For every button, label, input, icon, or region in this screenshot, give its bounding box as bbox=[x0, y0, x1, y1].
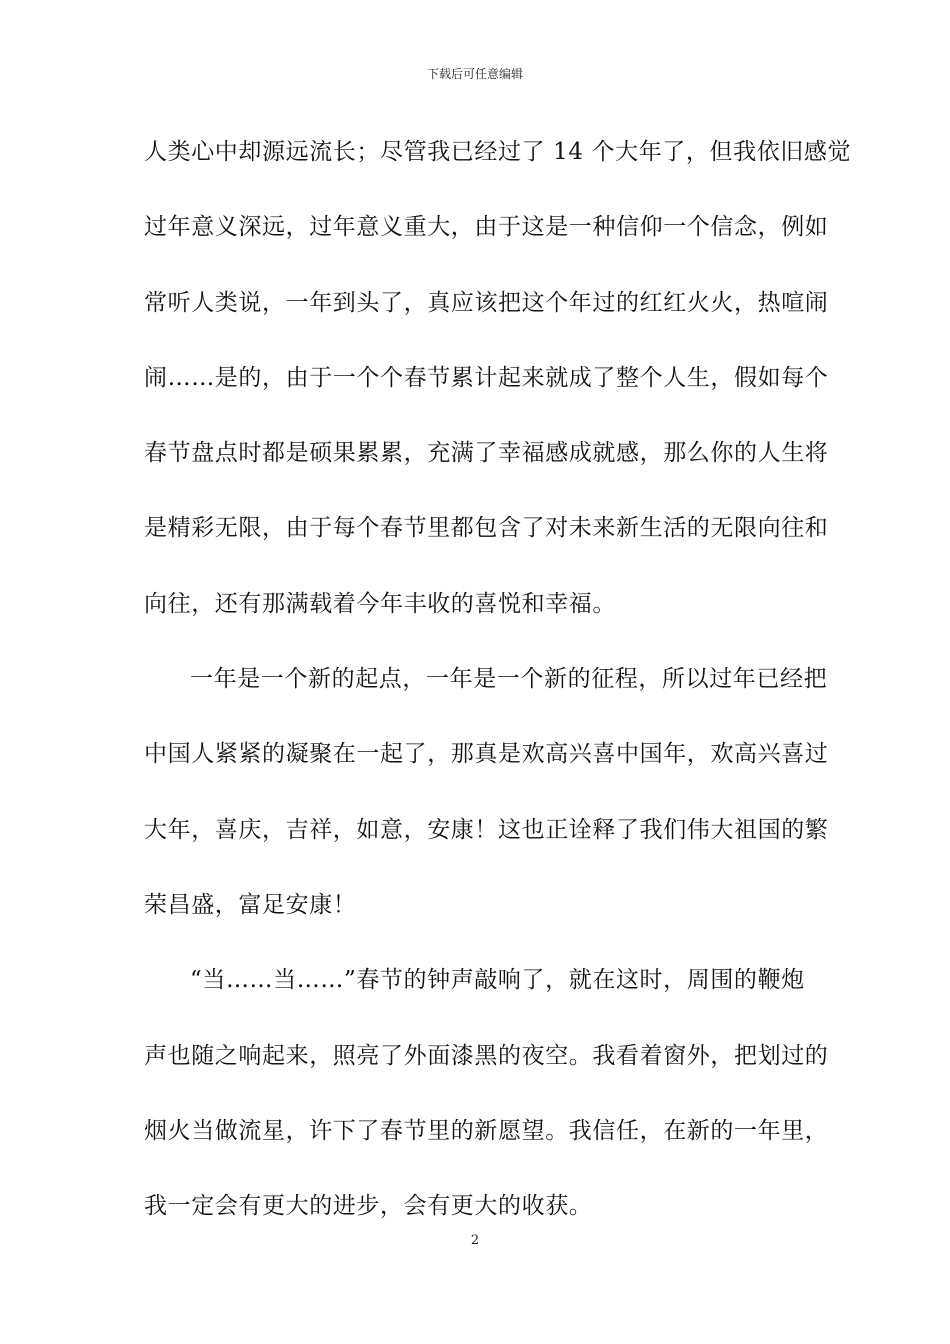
text-line: 中国人紧紧的凝聚在一起了，那真是欢高兴喜中国年，欢高兴喜过 bbox=[144, 741, 829, 768]
paragraph-start-line: “当……当……”春节的钟声敲响了，就在这时，周围的鞭炮 bbox=[190, 967, 805, 994]
text-line: 烟火当做流星，许下了春节里的新愿望。我信任，在新的一年里， bbox=[144, 1117, 829, 1144]
text-line: 人类心中却源远流长；尽管我已经过了 14 个大年了，但我依旧感觉 bbox=[144, 139, 852, 165]
document-body bbox=[144, 126, 852, 1255]
page-number: 2 bbox=[470, 1233, 480, 1248]
paragraph-start-line: 一年是一个新的起点，一年是一个新的征程，所以过年已经把 bbox=[190, 666, 828, 693]
text-line: 闹……是的，由于一个个春节累计起来就成了整个人生，假如每个 bbox=[144, 364, 829, 391]
text-line: 是精彩无限，由于每个春节里都包含了对未来新生活的无限向往和 bbox=[144, 515, 829, 542]
text-line: 向往，还有那满载着今年丰收的喜悦和幸福。 bbox=[144, 590, 616, 617]
text-line: 过年意义深远，过年意义重大，由于这是一种信仰一个信念，例如 bbox=[144, 214, 829, 241]
text-line: 春节盘点时都是硕果累累，充满了幸福感成就感，那么你的人生将 bbox=[144, 440, 829, 467]
text-line: 常听人类说，一年到头了，真应该把这个年过的红红火火，热喧闹 bbox=[144, 289, 829, 316]
page-header: 下载后可任意编辑 bbox=[426, 67, 523, 81]
text-line: 我一定会有更大的进步，会有更大的收获。 bbox=[144, 1193, 593, 1220]
text-line: 大年，喜庆，吉祥，如意，安康！这也正诠释了我们伟大祖国的繁 bbox=[144, 816, 829, 843]
text-line: 声也随之响起来，照亮了外面漆黑的夜空。我看着窗外，把划过的 bbox=[144, 1042, 829, 1069]
text-line: 荣昌盛，富足安康！ bbox=[144, 891, 357, 918]
